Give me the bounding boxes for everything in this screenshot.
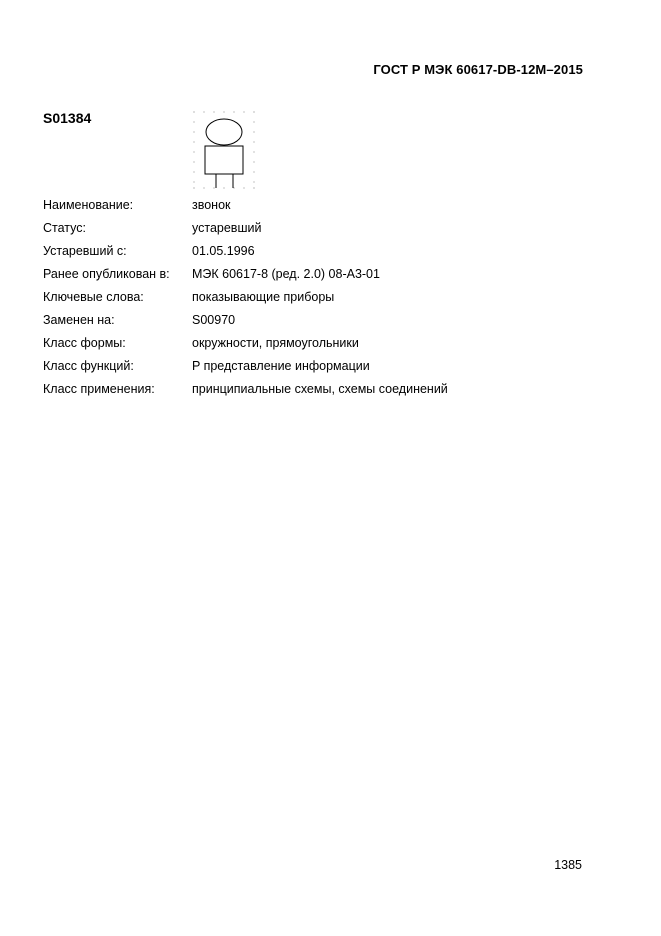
property-label: Заменен на: <box>43 313 115 327</box>
grid-dot <box>253 187 254 188</box>
grid-dot <box>193 187 194 188</box>
grid-dot <box>193 121 194 122</box>
property-label: Класс формы: <box>43 336 126 350</box>
grid-dot <box>223 187 224 188</box>
property-row-replaced-by <box>43 312 448 335</box>
symbol-id: S01384 <box>43 110 92 126</box>
property-value: принципиальные схемы, схемы соединений <box>192 382 448 396</box>
grid-dot <box>253 161 254 162</box>
property-row-name <box>43 197 448 220</box>
property-value: звонок <box>192 198 231 212</box>
property-label: Устаревший с: <box>43 244 127 258</box>
grid-dot <box>193 131 194 132</box>
property-label: Ключевые слова: <box>43 290 144 304</box>
bell-body-rect <box>205 146 243 174</box>
grid-dot <box>253 121 254 122</box>
property-row-shape-class <box>43 335 448 358</box>
property-value: P представление информации <box>192 359 370 373</box>
grid-dot <box>223 111 224 112</box>
grid-dot <box>253 141 254 142</box>
grid-dot <box>203 111 204 112</box>
property-label: Наименование: <box>43 198 134 212</box>
grid-dot <box>193 181 194 182</box>
property-label: Ранее опубликован в: <box>43 267 170 281</box>
property-label: Класс функций: <box>43 359 134 373</box>
property-value: S00970 <box>192 313 236 327</box>
grid-dot <box>243 111 244 112</box>
property-row-status <box>43 220 448 243</box>
grid-dot <box>203 187 204 188</box>
grid-dot <box>193 151 194 152</box>
property-value: устаревший <box>192 221 262 235</box>
grid-dot <box>193 111 194 112</box>
property-row-obsolete-since <box>43 243 448 266</box>
property-row-previously-published <box>43 266 448 289</box>
grid-dot <box>253 151 254 152</box>
grid-dot <box>253 131 254 132</box>
property-value: 01.05.1996 <box>192 244 255 258</box>
page-number: 1385 <box>554 858 582 872</box>
grid-dot <box>253 181 254 182</box>
grid-dot <box>193 141 194 142</box>
property-row-keywords <box>43 289 448 312</box>
property-row-function-class <box>43 358 448 381</box>
property-label: Класс применения: <box>43 382 155 396</box>
grid-dot <box>253 171 254 172</box>
grid-dot <box>253 111 254 112</box>
property-label: Статус: <box>43 221 86 235</box>
grid-dot <box>193 171 194 172</box>
property-list <box>43 197 448 404</box>
bell-symbol-figure <box>190 108 260 192</box>
grid-dot <box>193 161 194 162</box>
property-value: окружности, прямоугольники <box>192 336 359 350</box>
grid-dot <box>233 111 234 112</box>
grid-dot <box>213 111 214 112</box>
property-value: МЭК 60617-8 (ред. 2.0) 08-A3-01 <box>192 267 380 281</box>
grid-dot <box>233 187 234 188</box>
document-header: ГОСТ Р МЭК 60617-DB-12M–2015 <box>373 62 583 77</box>
property-row-application-class <box>43 381 448 404</box>
property-value: показывающие приборы <box>192 290 335 304</box>
bell-ellipse <box>206 119 242 145</box>
bell-icon <box>190 108 260 192</box>
grid-dot <box>213 187 214 188</box>
grid-dot <box>243 187 244 188</box>
